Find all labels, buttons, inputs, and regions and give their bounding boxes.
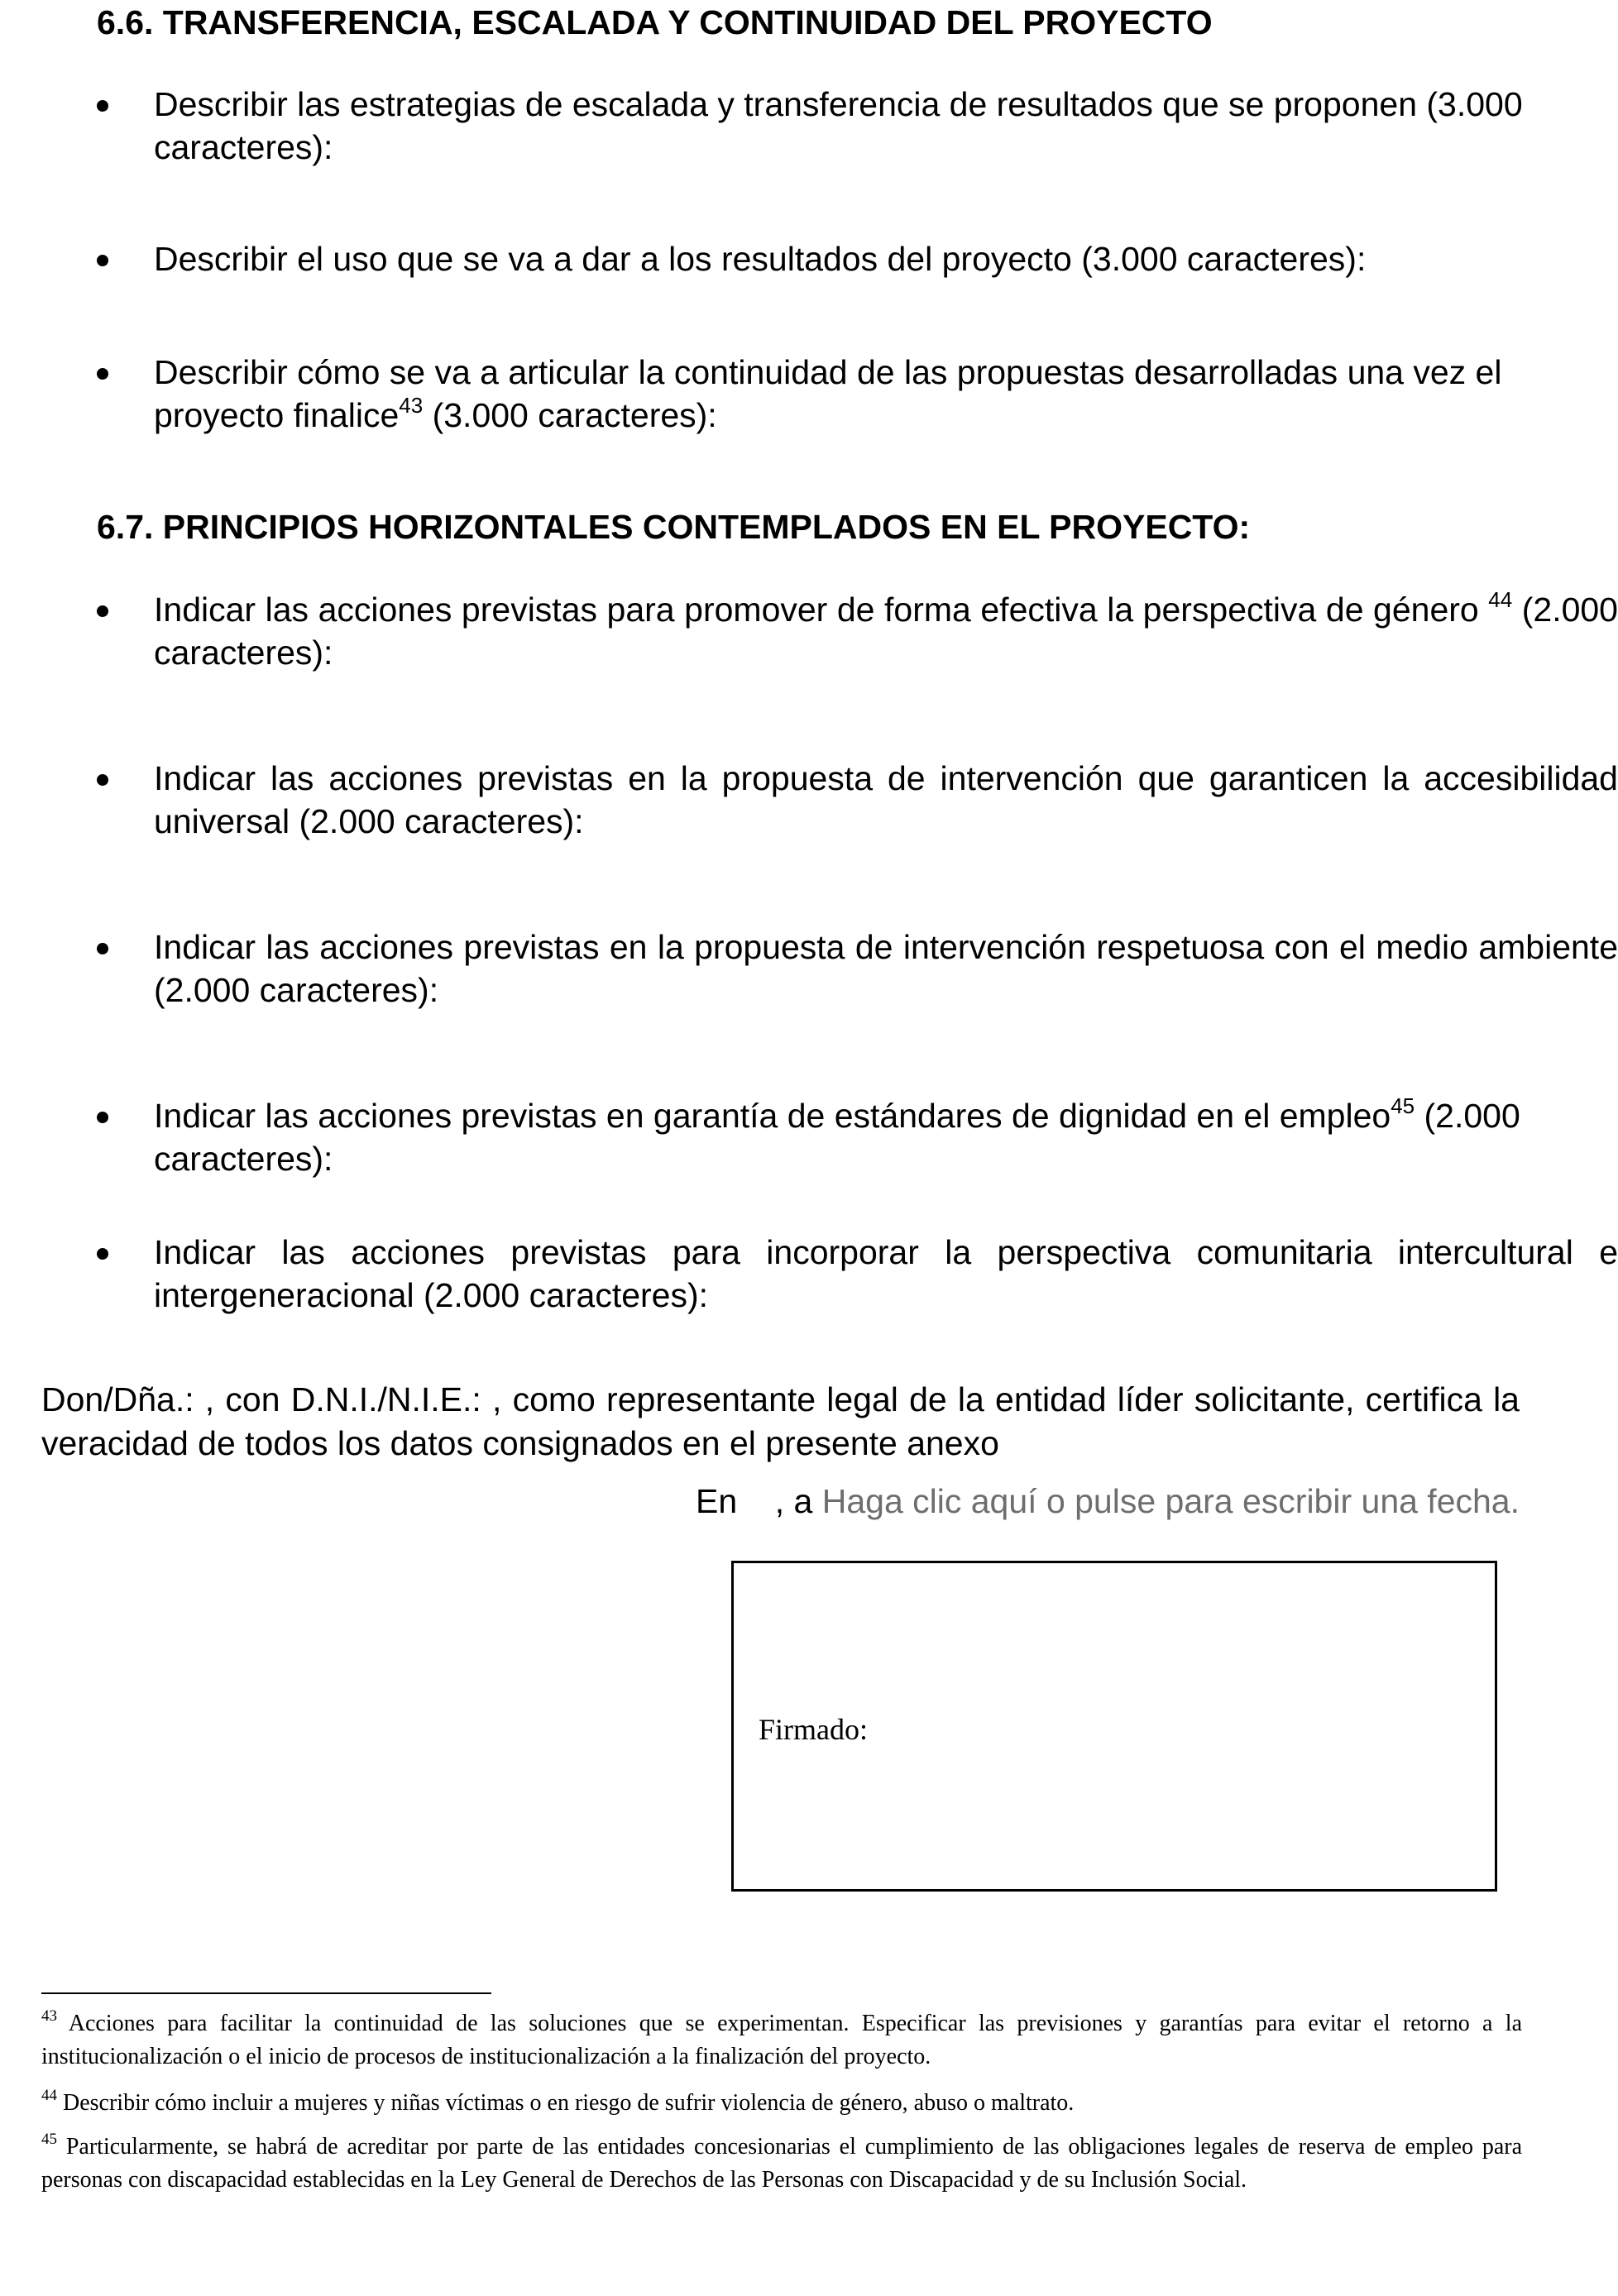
footnote-ref-43[interactable]: 43	[399, 393, 424, 418]
declaration-text: Don/Dña.: , con D.N.I./N.I.E.: , como representante legal de la entidad líder solicitante, certifica la veracidad de todos los datos consignados en el presente anexo	[41, 1380, 1520, 1462]
footnote-ref-44[interactable]: 44	[1488, 587, 1513, 612]
bullet-icon	[97, 943, 108, 954]
footnote-44: $^{44}$ Describir cómo incluir a mujeres y niñas víctimas o en riesgo de sufrir violencia de género, abuso o maltrato.	[41, 2087, 1075, 2116]
place-date-line	[696, 1480, 1520, 1522]
bullet-icon	[97, 100, 108, 112]
bullet-icon	[97, 774, 108, 786]
footnote-separator	[41, 1992, 491, 1994]
list-item-text: Indicar las acciones previstas para incorporar la perspectiva comunitaria intercultural e intergeneracional (2.000 caracteres):	[154, 1233, 1618, 1314]
place-prefix: En , a	[696, 1482, 822, 1520]
list-item-text: Describir cómo se va a articular la continuidad de las propuestas desarrolladas una vez el proyecto finalice$^{43}$ (3.000 caracteres):	[154, 353, 1502, 434]
list-item-text: Indicar las acciones previstas para promover de forma efectiva la perspectiva de género $^{44}$ (2.000 caracteres):	[154, 587, 1618, 672]
bullet-icon	[97, 255, 108, 266]
footnote-45: $^{45}$ Particularmente, se habrá de acreditar por parte de las entidades concesionarias el cumplimiento de las obligaciones legales de reserva de empleo para personas con discapacidad establecidas en la Ley General de Derechos de las Personas con Discapacidad y de su Inclusión Social.	[41, 2131, 1522, 2193]
date-field[interactable]: Haga clic aquí o pulse para escribir una fecha.	[821, 1482, 1520, 1520]
signature-label: Firmado:	[759, 1713, 868, 1746]
list-item-text: Indicar las acciones previstas en garantía de estándares de dignidad en el empleo$^{45}$ (2.000 caracteres):	[154, 1093, 1520, 1178]
signature-box[interactable]	[731, 1561, 1497, 1892]
bullet-icon	[97, 1248, 108, 1260]
list-item-text: Describir las estrategias de escalada y transferencia de resultados que se proponen (3.000 caracteres):	[154, 85, 1523, 166]
section-6-7-heading: 6.7. PRINCIPIOS HORIZONTALES CONTEMPLADOS EN EL PROYECTO:	[97, 508, 1251, 546]
list-item-text: Indicar las acciones previstas en la propuesta de intervención que garanticen la accesibilidad universal (2.000 caracteres):	[154, 759, 1618, 840]
footnote-ref-45[interactable]: 45	[1391, 1093, 1415, 1118]
section-6-6-heading: 6.6. TRANSFERENCIA, ESCALADA Y CONTINUIDAD DEL PROYECTO	[97, 3, 1213, 41]
list-item-text: Describir el uso que se va a dar a los resultados del proyecto (3.000 caracteres):	[154, 240, 1367, 278]
footnote-43: $^{43}$ Acciones para facilitar la continuidad de las soluciones que se experimentan. Especificar las previsiones y garantías para evitar el retorno a la institucionalización o el inicio de procesos de institucionalización a la finalización del proyecto.	[41, 2007, 1522, 2069]
bullet-icon	[97, 368, 108, 380]
bullet-icon	[97, 1112, 108, 1123]
list-item-text: Indicar las acciones previstas en la propuesta de intervención respetuosa con el medio ambiente (2.000 caracteres):	[154, 928, 1618, 1009]
bullet-icon	[97, 605, 108, 617]
